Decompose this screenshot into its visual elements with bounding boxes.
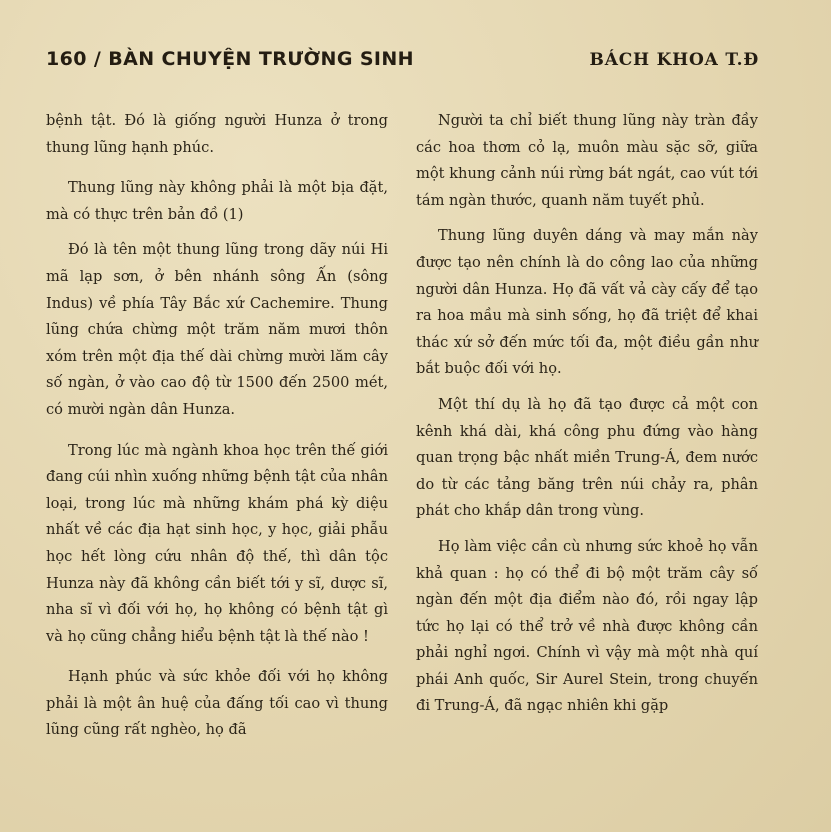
paragraph: Một thí dụ là họ đã tạo được cả một con kênh khá dài, khá công phu đứng vào hàng quan trọng bậc nhất miền Trung-Á, đem nước do từ các tảng băng trên núi chảy ra, phân phát cho khắp dân trong vùng. [416,395,758,520]
left-column [46,108,388,753]
paragraph: Thung lũng này không phải là một bịa đặt, mà có thực trên bản đồ (1) [46,179,388,223]
paragraph: Thung lũng duyên dáng và may mắn này được tạo nên chính là do công lao của những người dân Hunza. Họ đã vất vả cày cấy để tạo ra hoa mầu mà sinh sống, họ đã triệt để khai thác xứ sở đến mức tối đa, một điều gần như bắt buộc đối với họ. [416,227,758,378]
paragraph: Người ta chỉ biết thung lũng này tràn đầy các hoa thơm cỏ lạ, muôn màu sặc sỡ, giữa một khung cảnh núi rừng bát ngát, cao vút tới tám ngàn thước, quanh năm tuyết phủ. [416,112,758,209]
right-column [416,108,758,729]
running-header [46,48,759,78]
paragraph: Hạnh phúc và sức khỏe đối với họ không phải là một ân huệ của đấng tối cao vì thung lũng cũng rất nghèo, họ đã [46,668,388,739]
publisher-label: BÁCH KHOA T.Đ [589,50,759,70]
paragraph: Trong lúc mà ngành khoa học trên thế giới đang cúi nhìn xuống những bệnh tật của nhân loại, trong lúc mà những khám phá kỳ diệu nhất về các địa hạt sinh học, y học, giải phẫu học hết lòng cứu nhân độ thế, thì dân tộc Hunza này đã không cần biết tới y sĩ, dược sĩ, nha sĩ vì đối với họ, họ không có bệnh tật gì và họ cũng chẳng hiểu bệnh tật là thế nào ! [46,441,388,645]
paragraph: Đó là tên một thung lũng trong dãy núi Hi mã lạp sơn, ở bên nhánh sông Ấn (sông Indus) về phía Tây Bắc xứ Cachemire. Thung lũng chứa chừng một trăm năm mươi thôn xóm trên một địa thế dài chừng mười lăm cây số ngàn, ở vào cao độ từ 1500 đến 2500 mét, có mười ngàn dân Hunza. [46,241,388,418]
paragraph: bệnh tật. Đó là giống người Hunza ở trong thung lũng hạnh phúc. [46,112,388,156]
page-number-and-title: 160 / BÀN CHUYỆN TRƯỜNG SINH [46,48,414,70]
paragraph: Họ làm việc cần cù nhưng sức khoẻ họ vẫn khả quan : họ có thể đi bộ một trăm cây số ngàn đến một địa điểm nào đó, rồi ngay lập tức họ lại có thể trở về nhà được không cần phải nghỉ ngơi. Chính vì vậy mà một nhà quí phái Anh quốc, Sir Aurel Stein, trong chuyến đi Trung-Á, đã ngạc nhiên khi gặp [416,537,758,715]
